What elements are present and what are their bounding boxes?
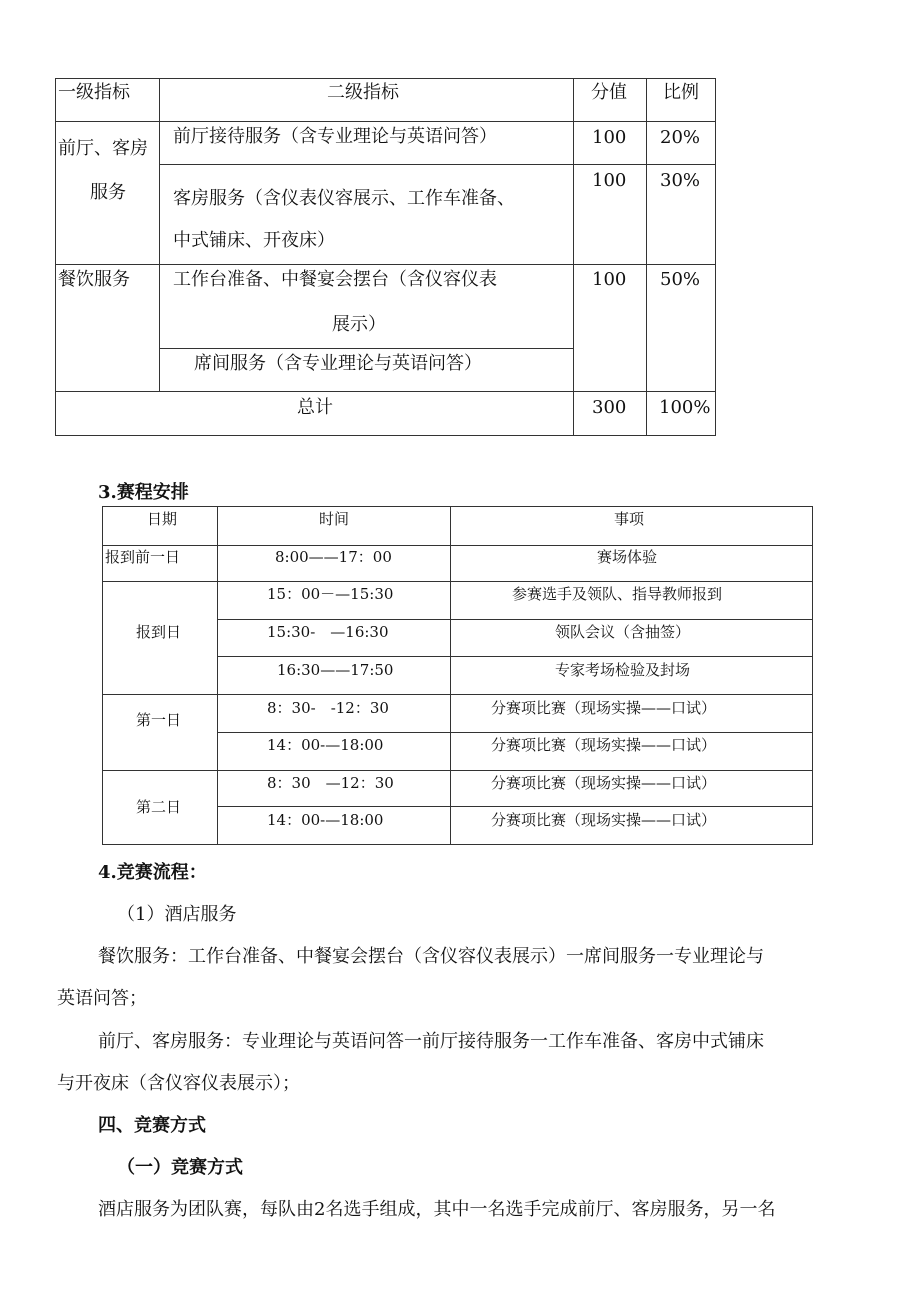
row3-item-line1: 工作台准备、中餐宴会摆台（含仪容仪表 [173,269,497,290]
group-name-line1: 前厅、客房 [58,138,148,159]
sched-time-cell: 15:30- —16:30 [267,623,389,641]
row1-score: 100 [592,127,627,148]
row4-item: 席间服务（含专业理论与英语问答） [194,353,482,374]
row3-score: 100 [592,269,627,290]
sched-item-cell: 分赛项比赛（现场实操——口试） [491,811,717,829]
sched-item-cell: 参赛选手及领队、指导教师报到 [512,585,723,603]
group-name-line2: 服务 [90,182,126,203]
sched-item-cell: 分赛项比赛（现场实操——口试） [491,774,717,792]
total-score: 300 [592,397,627,418]
row1-item: 前厅接待服务（含专业理论与英语问答） [173,126,497,147]
section4-para1-line2: 英语问答； [57,988,147,1009]
header-level1: 一级指标 [58,82,130,103]
section-iv-sub1: （一）竞赛方式 [117,1157,243,1178]
row3-item-line2: 展示） [332,314,386,335]
section-iv-para1: 酒店服务为团队赛，每队由2名选手组成，其中一名选手完成前厅、客房服务，另一名 [98,1199,776,1220]
schedule-table [102,506,813,845]
section4-para2-line1: 前厅、客房服务：专业理论与英语问答一前厅接待服务一工作车准备、客房中式铺床 [98,1031,764,1052]
sched-date-cell: 第一日 [136,711,182,729]
sched-item-cell: 专家考场检验及封场 [555,661,691,679]
section4-para1-line1: 餐饮服务：工作台准备、中餐宴会摆台（含仪容仪表展示）一席间服务一专业理论与 [98,946,764,967]
section-iv-title: 四、竞赛方式 [98,1115,206,1136]
section3-title: 3.赛程安排 [98,482,189,503]
sched-item-cell: 分赛项比赛（现场实操——口试） [491,699,717,717]
total-ratio: 100% [659,397,711,418]
row2-item-line1: 客房服务（含仪表仪容展示、工作车准备、 [173,188,515,209]
group2-name: 餐饮服务 [58,269,130,290]
sched-time-cell: 16:30——17:50 [277,661,394,679]
sched-date-cell: 报到前一日 [105,548,181,566]
row1-ratio: 20% [660,127,701,148]
sched-time-cell: 8:00——17：00 [275,548,392,566]
score-table [55,78,716,436]
sched-time-cell: 14：00-—18:00 [267,811,384,829]
sched-time-cell: 14：00-—18:00 [267,736,384,754]
sched-header-time: 时间 [319,510,350,528]
header-level2: 二级指标 [327,82,399,103]
sched-time-cell: 15：00－—15:30 [267,585,394,603]
sched-header-item: 事项 [614,510,645,528]
sched-item-cell: 赛场体验 [597,548,658,566]
sched-time-cell: 8：30- -12：30 [267,699,389,717]
row2-item-line2: 中式铺床、开夜床） [173,230,335,251]
sched-date-cell: 第二日 [136,798,182,816]
section4-sub1: （1）酒店服务 [117,904,237,925]
sched-item-cell: 领队会议（含抽签） [555,623,691,641]
row2-ratio: 30% [660,170,701,191]
row3-ratio: 50% [660,269,701,290]
sched-item-cell: 分赛项比赛（现场实操——口试） [491,736,717,754]
section4-para2-line2: 与开夜床（含仪容仪表展示）； [57,1073,300,1094]
sched-header-date: 日期 [147,510,178,528]
header-ratio: 比例 [663,82,699,103]
total-label: 总计 [297,397,333,418]
header-score: 分值 [591,82,627,103]
sched-time-cell: 8：30 —12：30 [267,774,394,792]
row2-score: 100 [592,170,627,191]
sched-date-cell: 报到日 [136,623,182,641]
section4-title: 4.竞赛流程： [98,862,207,883]
